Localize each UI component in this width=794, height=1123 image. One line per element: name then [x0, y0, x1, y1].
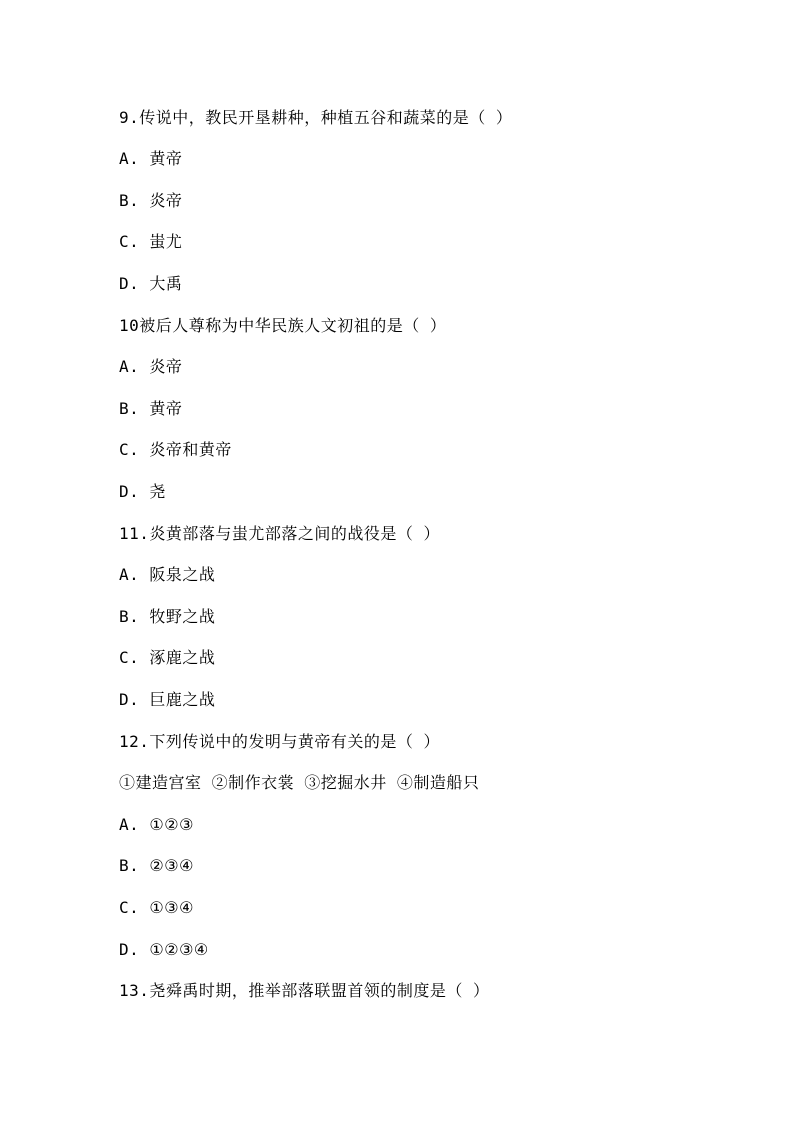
question-10-stem: 10被后人尊称为中华民族人文初祖的是（ ）	[119, 316, 447, 335]
question-11-option-d: D. 巨鹿之战	[119, 690, 216, 709]
question-13-stem: 13.尧舜禹时期，推举部落联盟首领的制度是（ ）	[119, 981, 490, 1000]
question-12-statements: ①建造宫室 ②制作衣裳 ③挖掘水井 ④制造船只	[119, 773, 480, 792]
question-9-option-a: A. 黄帝	[119, 149, 183, 168]
question-9-stem: 9.传说中，教民开垦耕种，种植五谷和蔬菜的是（ ）	[119, 108, 513, 127]
question-9-option-c: C. 蚩尤	[119, 232, 183, 251]
question-11-option-a: A. 阪泉之战	[119, 565, 216, 584]
question-10-option-a: A. 炎帝	[119, 357, 183, 376]
question-9-option-d: D. 大禹	[119, 274, 183, 293]
question-10-option-b: B. 黄帝	[119, 399, 183, 418]
question-11-stem: 11.炎黄部落与蚩尤部落之间的战役是（ ）	[119, 524, 441, 543]
question-11-option-b: B. 牧野之战	[119, 607, 216, 626]
question-12-option-d: D. ①②③④	[119, 940, 209, 959]
question-12-option-a: A. ①②③	[119, 815, 194, 834]
question-12-option-c: C. ①③④	[119, 898, 194, 917]
question-12-option-b: B. ②③④	[119, 856, 194, 875]
question-12-stem: 12.下列传说中的发明与黄帝有关的是（ ）	[119, 732, 441, 751]
question-10-option-d: D. 尧	[119, 482, 166, 501]
question-11-option-c: C. 涿鹿之战	[119, 648, 216, 667]
question-10-option-c: C. 炎帝和黄帝	[119, 440, 232, 459]
question-9-option-b: B. 炎帝	[119, 191, 183, 210]
